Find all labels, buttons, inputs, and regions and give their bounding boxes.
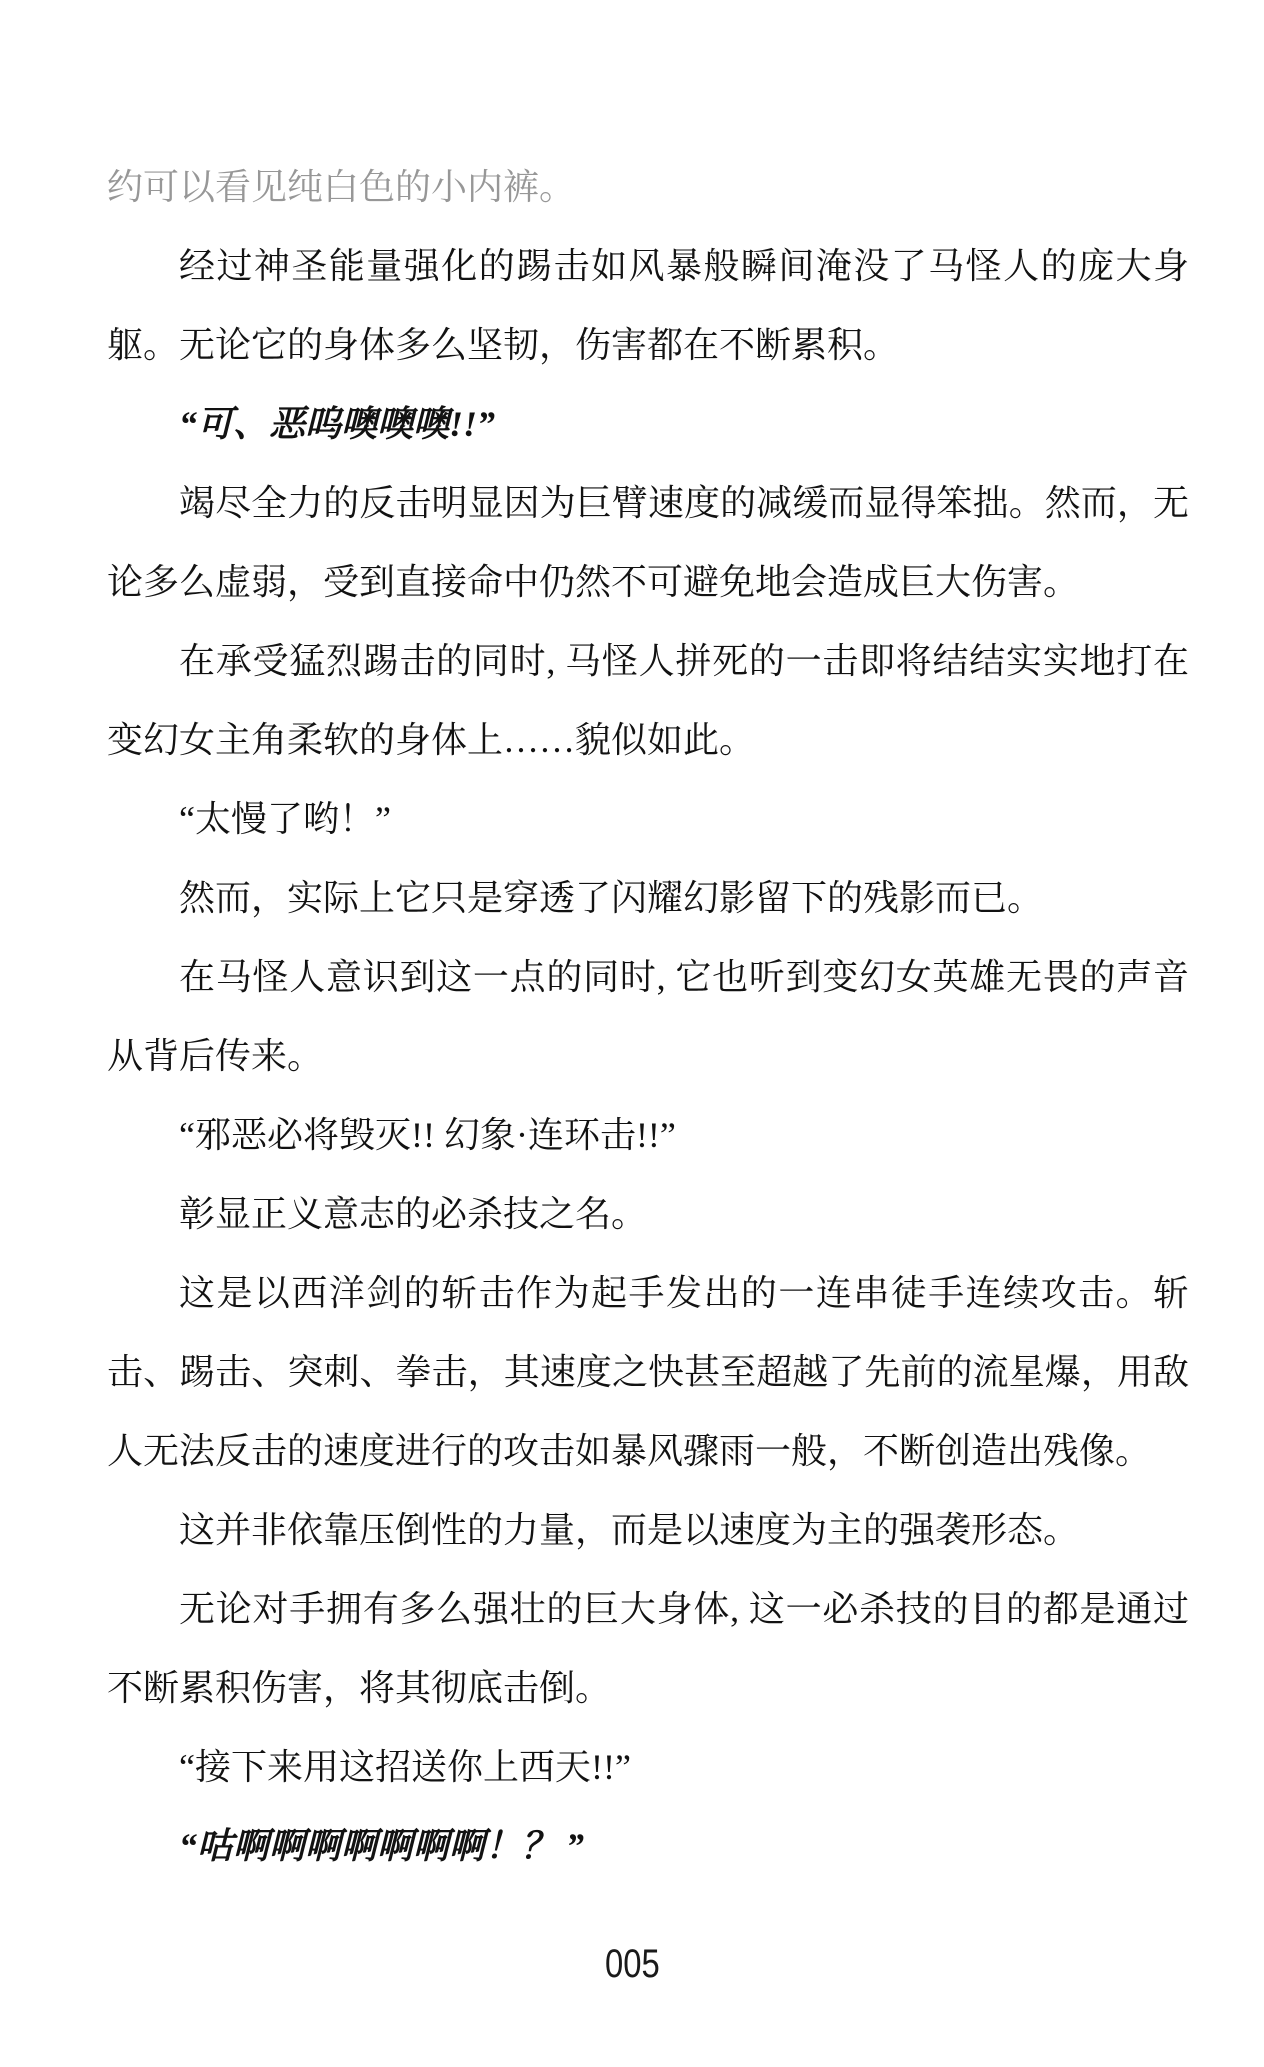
- paragraph-p15: “咕啊啊啊啊啊啊啊！？ ”: [179, 1826, 585, 1866]
- paragraph-p1: 约可以看见纯白色的小内裤。: [107, 167, 576, 207]
- paragraph-p5: 在承受猛烈踢击的同时, 马怪人拼死的一击即将结结实实地打在变幻女主角柔软的身体上……貌似如此。: [107, 641, 1189, 760]
- paragraph-p2: 经过神圣能量强化的踢击如风暴般瞬间淹没了马怪人的庞大身躯。无论它的身体多么坚韧，伤害都在不断累积。: [107, 246, 1189, 365]
- page-number-value: 005: [604, 1942, 660, 1986]
- paragraph-p11: 这是以西洋剑的斩击作为起手发出的一连串徒手连续攻击。斩击、踢击、突刺、拳击，其速度之快甚至超越了先前的流星爆，用敌人无法反击的速度进行的攻击如暴风骤雨一般，不断创造出残像。: [107, 1273, 1189, 1471]
- paragraph-p14: “接下来用这招送你上西天!!”: [179, 1747, 631, 1787]
- paragraph-p7: 然而，实际上它只是穿透了闪耀幻影留下的残影而已。: [179, 878, 1044, 918]
- paragraph-p13: 无论对手拥有多么强壮的巨大身体, 这一必杀技的目的都是通过不断累积伤害，将其彻底击倒。: [107, 1589, 1189, 1708]
- paragraph-p8: 在马怪人意识到这一点的同时, 它也听到变幻女英雄无畏的声音从背后传来。: [107, 957, 1189, 1076]
- paragraph-p6: “太慢了哟！”: [179, 799, 391, 839]
- paragraph-p12: 这并非依靠压倒性的力量，而是以速度为主的强袭形态。: [179, 1510, 1080, 1550]
- page-number: [0, 1942, 1264, 1986]
- paragraph-p3: “可、恶呜噢噢噢!!”: [179, 404, 496, 444]
- paragraph-p9: “邪恶必将毁灭!! 幻象·连环击!!”: [179, 1115, 676, 1155]
- paragraph-p4: 竭尽全力的反击明显因为巨臂速度的减缓而显得笨拙。然而，无论多么虚弱，受到直接命中仍然不可避免地会造成巨大伤害。: [107, 483, 1189, 602]
- paragraph-p10: 彰显正义意志的必杀技之名。: [179, 1194, 648, 1234]
